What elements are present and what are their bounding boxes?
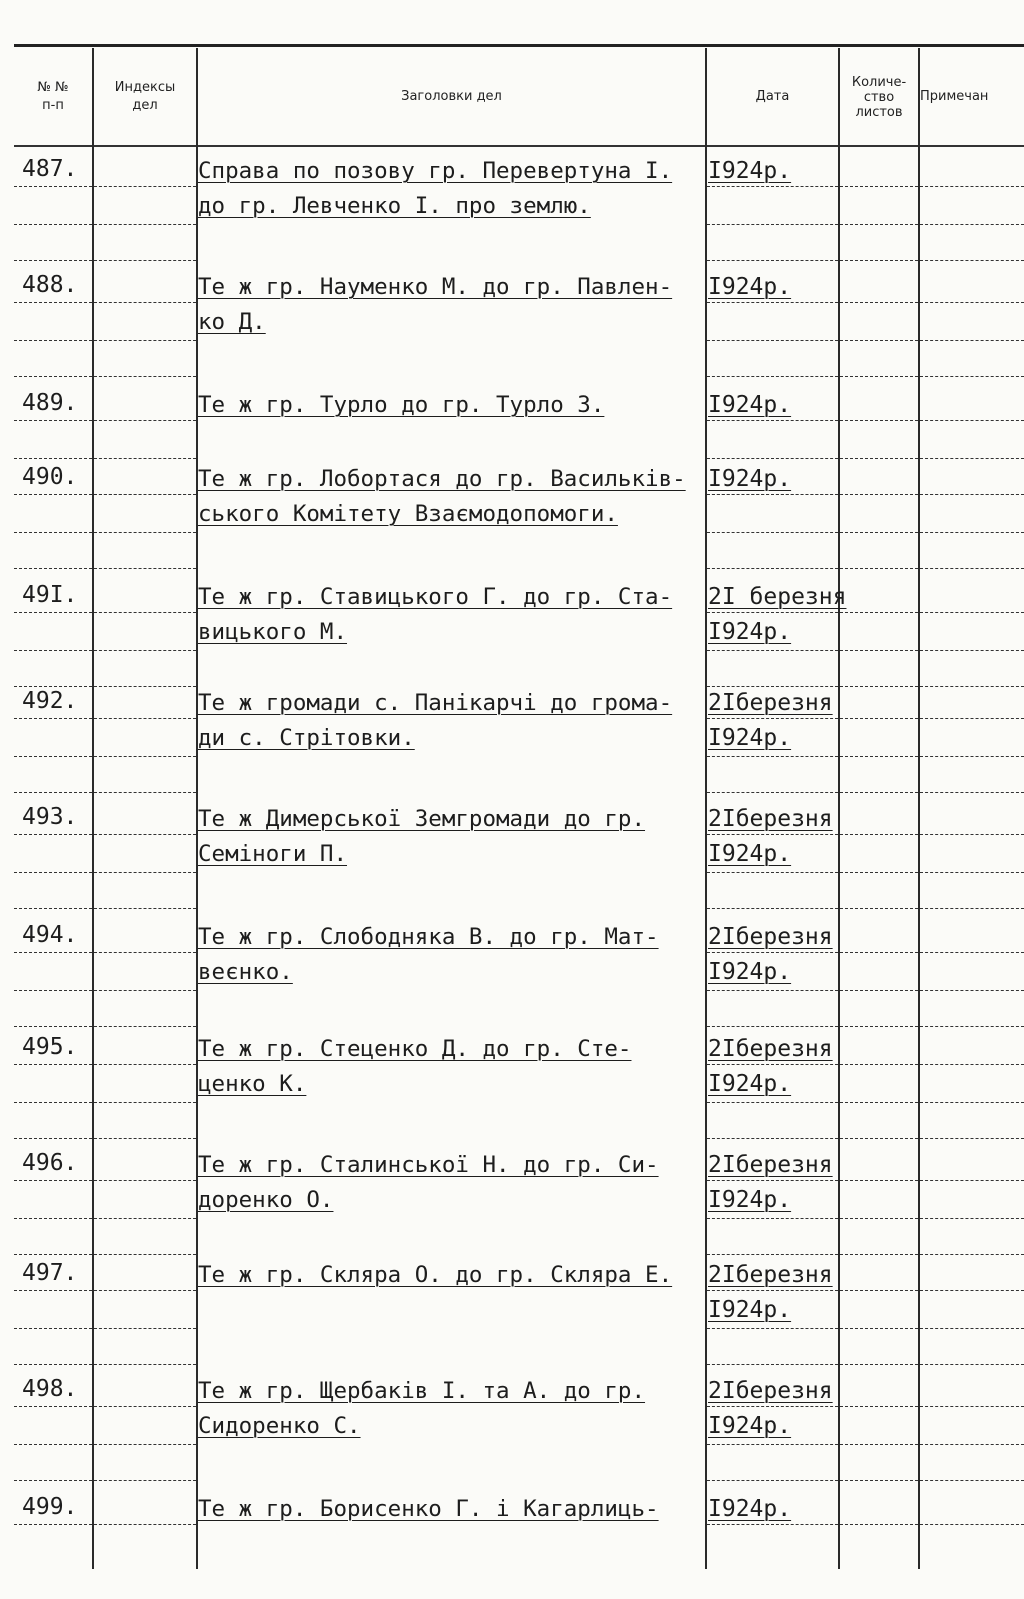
row-date <box>708 462 858 497</box>
row-date <box>708 270 858 305</box>
ruled-line <box>840 1524 918 1525</box>
row-title <box>198 920 708 990</box>
row-date-line: 2Iберезня <box>708 806 833 832</box>
ruled-line <box>840 186 918 187</box>
header-index-line1: Индексы <box>114 80 176 95</box>
column-rule-index <box>92 48 94 1569</box>
ruled-line <box>707 1364 838 1365</box>
ruled-line <box>920 718 1024 719</box>
ruled-line <box>840 340 918 341</box>
ruled-line <box>14 1444 92 1445</box>
ruled-line <box>920 792 1024 793</box>
ruled-line <box>14 834 92 835</box>
row-number: 496. <box>22 1150 78 1176</box>
ruled-line <box>840 224 918 225</box>
ruled-line <box>920 458 1024 459</box>
ruled-line <box>707 1406 838 1407</box>
ruled-line <box>94 1102 196 1103</box>
ruled-line <box>14 1364 92 1365</box>
header-count-line2: ство <box>863 89 895 105</box>
ruled-line <box>14 568 92 569</box>
ruled-line <box>840 260 918 261</box>
ruled-line <box>14 340 92 341</box>
ruled-line <box>94 872 196 873</box>
ruled-line <box>94 1180 196 1181</box>
ruled-line <box>14 1406 92 1407</box>
ruled-line <box>94 1444 196 1445</box>
ruled-line <box>707 1444 838 1445</box>
ruled-line <box>14 260 92 261</box>
row-date <box>708 1148 858 1218</box>
header-notes <box>920 50 1024 144</box>
row-date <box>708 154 858 189</box>
ruled-line <box>14 686 92 687</box>
ruled-line <box>840 718 918 719</box>
ruled-line <box>920 1254 1024 1255</box>
row-date <box>708 1492 858 1527</box>
ruled-line <box>707 1026 838 1027</box>
row-title-line: Те ж гр. Лобортася до гр. Васильків- <box>198 466 686 492</box>
ruled-line <box>14 990 92 991</box>
row-number: 494. <box>22 922 78 948</box>
ruled-line <box>840 612 918 613</box>
row-number: 49I. <box>22 582 78 608</box>
ruled-line <box>920 532 1024 533</box>
ruled-line <box>920 1480 1024 1481</box>
row-title-line: до гр. Левченко І. про землю. <box>198 193 591 219</box>
ruled-line <box>94 792 196 793</box>
header-index <box>94 50 196 144</box>
row-title-line: Те ж гр. Борисенко Г. і Кагарлиць- <box>198 1496 659 1522</box>
row-date-line: I924р. <box>708 466 792 492</box>
ruled-line <box>707 612 838 613</box>
header-number-line2: п-п <box>42 98 64 113</box>
row-date-line: I924р. <box>708 619 792 645</box>
ruled-line <box>920 756 1024 757</box>
row-date <box>708 686 858 756</box>
ruled-line <box>707 872 838 873</box>
header-number-line1: № № <box>37 80 69 95</box>
ruled-line <box>94 532 196 533</box>
ruled-line <box>94 952 196 953</box>
ruled-line <box>707 532 838 533</box>
ruled-line <box>840 1026 918 1027</box>
ruled-line <box>920 1444 1024 1445</box>
ruled-line <box>707 260 838 261</box>
ruled-line <box>920 952 1024 953</box>
ruled-line <box>707 302 838 303</box>
header-count-line1: Количе- <box>851 74 907 90</box>
ruled-line <box>14 186 92 187</box>
row-date-line: 2Iберезня <box>708 924 833 950</box>
row-date-line: 2I березня <box>708 584 847 610</box>
row-title <box>198 154 708 224</box>
row-date <box>708 1258 858 1328</box>
ruled-line <box>14 1138 92 1139</box>
ruled-line <box>840 1444 918 1445</box>
ruled-line <box>840 420 918 421</box>
row-date <box>708 580 858 650</box>
ruled-line <box>14 1064 92 1065</box>
ruled-line <box>14 952 92 953</box>
ruled-line <box>840 952 918 953</box>
ruled-line <box>920 686 1024 687</box>
row-title <box>198 1148 708 1218</box>
row-number: 497. <box>22 1260 78 1286</box>
ruled-line <box>707 186 838 187</box>
ruled-line <box>840 302 918 303</box>
ruled-line <box>707 1524 838 1525</box>
ruled-line <box>920 650 1024 651</box>
row-title <box>198 270 708 340</box>
row-title-line: ценко К. <box>198 1071 307 1097</box>
ruled-line <box>840 990 918 991</box>
ruled-line <box>14 458 92 459</box>
header-notes-label: Примечан <box>920 89 989 104</box>
ruled-line <box>840 756 918 757</box>
ruled-line <box>840 1064 918 1065</box>
ruled-line <box>920 1026 1024 1027</box>
ruled-line <box>14 376 92 377</box>
ruled-line <box>707 494 838 495</box>
ruled-line <box>840 1364 918 1365</box>
ruled-line <box>920 224 1024 225</box>
column-rule-notes <box>918 48 920 1569</box>
ruled-line <box>840 494 918 495</box>
row-title-line: Те ж гр. Ставицького Г. до гр. Ста- <box>198 584 673 610</box>
ruled-line <box>707 834 838 835</box>
row-date-line: I924р. <box>708 841 792 867</box>
ruled-line <box>94 1406 196 1407</box>
ruled-line <box>920 494 1024 495</box>
row-title-line: Те ж громади с. Панікарчі до грома- <box>198 690 673 716</box>
ruled-line <box>14 872 92 873</box>
row-date-line: 2Iберезня <box>708 1378 833 1404</box>
row-number: 490. <box>22 464 78 490</box>
ruled-line <box>920 376 1024 377</box>
ruled-line <box>14 532 92 533</box>
ruled-line <box>94 1254 196 1255</box>
ruled-line <box>94 908 196 909</box>
row-title-line: Те ж гр. Скляра О. до гр. Скляра Е. <box>198 1262 673 1288</box>
ruled-line <box>920 1102 1024 1103</box>
ruled-line <box>94 1328 196 1329</box>
row-date-line: 2Iберезня <box>708 1036 833 1062</box>
row-date-line: I924р. <box>708 1187 792 1213</box>
ruled-line <box>920 1406 1024 1407</box>
row-date-line: I924р. <box>708 1071 792 1097</box>
ruled-line <box>920 1290 1024 1291</box>
row-title <box>198 1374 708 1444</box>
row-title-line: Те ж Димерської Земгромади до гр. <box>198 806 646 832</box>
row-title-line: ського Комітету Взаємодопомоги. <box>198 501 618 527</box>
ruled-line <box>840 1480 918 1481</box>
row-title-line: Справа по позову гр. Перевертуна І. <box>198 158 673 184</box>
ruled-line <box>920 908 1024 909</box>
header-titles-label: Заголовки дел <box>401 89 502 104</box>
ruled-line <box>920 834 1024 835</box>
ruled-line <box>94 302 196 303</box>
ruled-line <box>840 650 918 651</box>
row-title <box>198 1258 708 1293</box>
row-title-line: ди с. Стрітовки. <box>198 725 415 751</box>
row-number: 488. <box>22 272 78 298</box>
row-title <box>198 802 708 872</box>
ruled-line <box>920 872 1024 873</box>
ruled-line <box>94 1290 196 1291</box>
header-count-line3: листов <box>855 104 903 120</box>
ruled-line <box>920 1180 1024 1181</box>
row-title-line: доренко О. <box>198 1187 334 1213</box>
ruled-line <box>840 376 918 377</box>
ruled-line <box>14 1180 92 1181</box>
ruled-line <box>707 792 838 793</box>
ruled-line <box>840 532 918 533</box>
ruled-line <box>14 1218 92 1219</box>
ruled-line <box>94 718 196 719</box>
ruled-line <box>14 908 92 909</box>
ruled-line <box>94 1218 196 1219</box>
row-title <box>198 686 708 756</box>
row-date <box>708 1374 858 1444</box>
row-title <box>198 388 708 423</box>
ruled-line <box>94 1524 196 1525</box>
ruled-line <box>840 458 918 459</box>
ruled-line <box>707 1138 838 1139</box>
ruled-line <box>840 1138 918 1139</box>
ruled-line <box>707 340 838 341</box>
ruled-line <box>14 792 92 793</box>
ruled-line <box>94 1064 196 1065</box>
ruled-line <box>14 1254 92 1255</box>
ruled-line <box>840 1254 918 1255</box>
ruled-line <box>14 1026 92 1027</box>
top-rule <box>14 44 1024 47</box>
row-title-line: вицького М. <box>198 619 348 645</box>
ruled-line <box>94 1138 196 1139</box>
ruled-line <box>707 650 838 651</box>
ruled-line <box>840 1290 918 1291</box>
row-date-line: I924р. <box>708 392 792 418</box>
ruled-line <box>920 1364 1024 1365</box>
row-number: 487. <box>22 156 78 182</box>
ruled-line <box>94 834 196 835</box>
ruled-line <box>840 834 918 835</box>
header-date <box>707 50 838 144</box>
ruled-line <box>14 612 92 613</box>
ruled-line <box>94 612 196 613</box>
row-title-line: веєнко. <box>198 959 293 985</box>
ruled-line <box>94 650 196 651</box>
ruled-line <box>14 420 92 421</box>
ruled-line <box>14 718 92 719</box>
ruled-line <box>920 420 1024 421</box>
ruled-line <box>707 1102 838 1103</box>
ruled-line <box>707 952 838 953</box>
ruled-line <box>707 990 838 991</box>
ruled-line <box>94 186 196 187</box>
ruled-line <box>840 568 918 569</box>
ruled-line <box>707 1480 838 1481</box>
ruled-line <box>94 224 196 225</box>
ruled-line <box>94 458 196 459</box>
ruled-line <box>94 756 196 757</box>
ruled-line <box>920 302 1024 303</box>
row-date-line: I924р. <box>708 158 792 184</box>
row-date <box>708 388 858 423</box>
row-number: 499. <box>22 1494 78 1520</box>
row-date-line: I924р. <box>708 274 792 300</box>
ruled-line <box>707 718 838 719</box>
row-date <box>708 802 858 872</box>
ruled-line <box>920 1064 1024 1065</box>
row-title-line: Те ж гр. Науменко М. до гр. Павлен- <box>198 274 673 300</box>
ruled-line <box>14 650 92 651</box>
ruled-line <box>14 1524 92 1525</box>
ruled-line <box>94 376 196 377</box>
ruled-line <box>840 1102 918 1103</box>
row-number: 489. <box>22 390 78 416</box>
row-title-line: Те ж гр. Щербаків І. та А. до гр. <box>198 1378 646 1404</box>
ruled-line <box>94 340 196 341</box>
ruled-line <box>707 420 838 421</box>
row-title-line: Сидоренко С. <box>198 1413 361 1439</box>
ruled-line <box>707 1254 838 1255</box>
row-number: 493. <box>22 804 78 830</box>
ruled-line <box>14 1328 92 1329</box>
ruled-line <box>14 1290 92 1291</box>
ruled-line <box>840 1180 918 1181</box>
row-title <box>198 1032 708 1102</box>
ruled-line <box>840 908 918 909</box>
ruled-line <box>707 756 838 757</box>
ruled-line <box>94 494 196 495</box>
row-number: 492. <box>22 688 78 714</box>
row-date-line: I924р. <box>708 1496 792 1522</box>
header-rule <box>14 145 1024 147</box>
ruled-line <box>94 568 196 569</box>
header-index-line2: дел <box>132 98 158 113</box>
ruled-line <box>840 1218 918 1219</box>
row-date-line: 2Iберезня <box>708 1152 833 1178</box>
row-title-line: ко Д. <box>198 309 266 335</box>
ruled-line <box>920 260 1024 261</box>
ruled-line <box>707 908 838 909</box>
row-title-line: Семіноги П. <box>198 841 348 867</box>
ruled-line <box>920 1328 1024 1329</box>
ruled-line <box>840 872 918 873</box>
ruled-line <box>94 1480 196 1481</box>
ruled-line <box>94 420 196 421</box>
row-title-line: Те ж гр. Слободняка В. до гр. Мат- <box>198 924 659 950</box>
header-number <box>14 50 92 144</box>
ruled-line <box>14 1102 92 1103</box>
row-title-line: Те ж гр. Сталинської Н. до гр. Си- <box>198 1152 659 1178</box>
row-title-line: Те ж гр. Стеценко Д. до гр. Сте- <box>198 1036 632 1062</box>
ruled-line <box>707 1180 838 1181</box>
row-date-line: I924р. <box>708 1297 792 1323</box>
header-count <box>840 50 918 144</box>
row-title <box>198 1492 708 1527</box>
ruled-line <box>94 686 196 687</box>
row-title <box>198 462 708 532</box>
ruled-line <box>920 1138 1024 1139</box>
row-title-line: Те ж гр. Турло до гр. Турло З. <box>198 392 605 418</box>
row-number: 498. <box>22 1376 78 1402</box>
row-date-line: I924р. <box>708 725 792 751</box>
ruled-line <box>840 1406 918 1407</box>
ruled-line <box>920 340 1024 341</box>
ruled-line <box>94 1026 196 1027</box>
row-date-line: 2Iберезня <box>708 690 833 716</box>
ruled-line <box>94 1364 196 1365</box>
ruled-line <box>707 458 838 459</box>
ruled-line <box>707 1328 838 1329</box>
ruled-line <box>920 186 1024 187</box>
ruled-line <box>14 756 92 757</box>
row-title <box>198 580 708 650</box>
ruled-line <box>840 1328 918 1329</box>
header-date-label: Дата <box>755 89 790 104</box>
ruled-line <box>920 612 1024 613</box>
row-date-line: I924р. <box>708 1413 792 1439</box>
ruled-line <box>707 376 838 377</box>
ruled-line <box>920 568 1024 569</box>
ruled-line <box>14 302 92 303</box>
ruled-line <box>707 1218 838 1219</box>
ruled-line <box>707 1290 838 1291</box>
row-date-line: I924р. <box>708 959 792 985</box>
ruled-line <box>707 568 838 569</box>
header-titles <box>198 50 705 144</box>
row-date-line: 2Iберезня <box>708 1262 833 1288</box>
ruled-line <box>94 990 196 991</box>
ruled-line <box>14 494 92 495</box>
ruled-line <box>707 224 838 225</box>
row-date <box>708 1032 858 1102</box>
ruled-line <box>14 1480 92 1481</box>
ruled-line <box>707 1064 838 1065</box>
row-number: 495. <box>22 1034 78 1060</box>
ruled-line <box>920 990 1024 991</box>
ruled-line <box>920 1218 1024 1219</box>
row-date <box>708 920 858 990</box>
ruled-line <box>14 224 92 225</box>
ruled-line <box>920 1524 1024 1525</box>
ruled-line <box>840 792 918 793</box>
ruled-line <box>94 260 196 261</box>
